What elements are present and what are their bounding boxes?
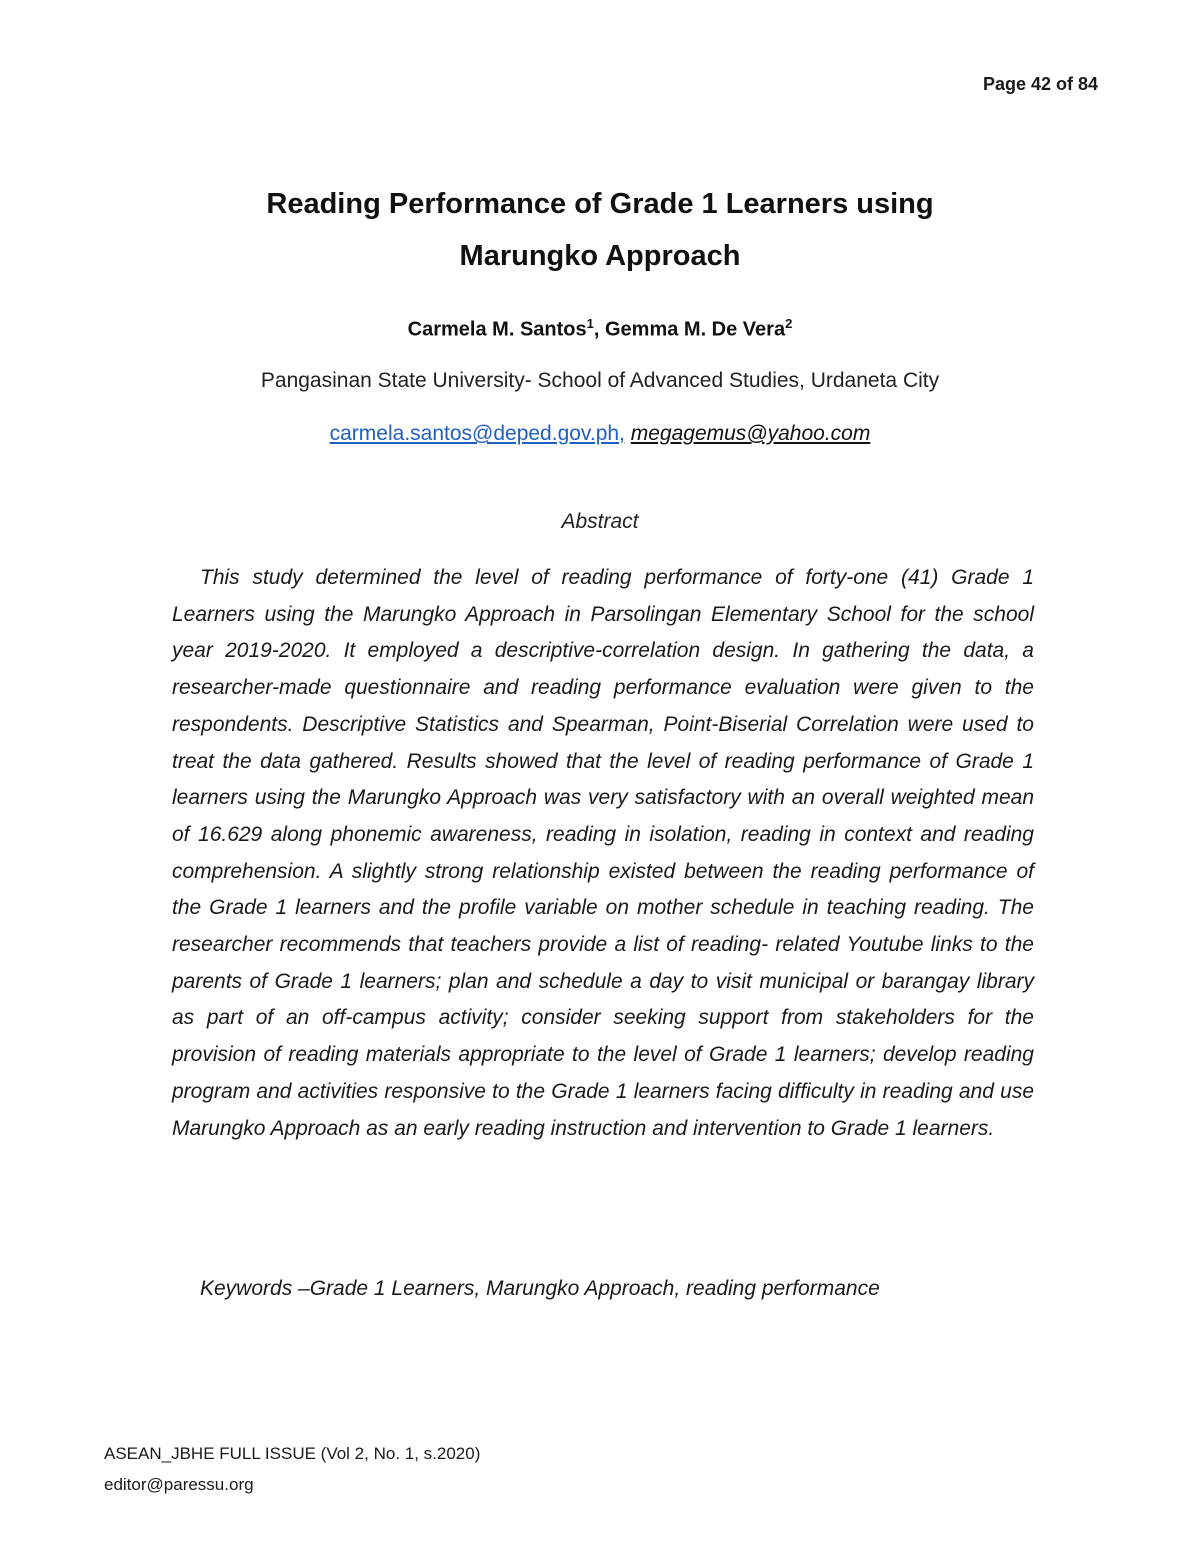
title-line-2: Marungko Approach — [459, 240, 741, 272]
footer-journal-info: ASEAN_JBHE FULL ISSUE (Vol 2, No. 1, s.2020) — [104, 1444, 481, 1463]
author-list — [0, 316, 1200, 342]
page-number: Page 42 of 84 — [982, 74, 1098, 94]
author-separator: , — [593, 318, 605, 341]
paper-title — [0, 178, 1200, 282]
abstract-heading: Abstract — [561, 510, 639, 533]
keywords: Keywords –Grade 1 Learners, Marungko Approach, reading performance — [200, 1277, 880, 1300]
author-name-2: Gemma M. De Vera — [604, 318, 786, 341]
author-affil-2: 2 — [785, 316, 793, 331]
email-line — [0, 422, 1200, 446]
footer-email: editor@paressu.org — [104, 1475, 254, 1494]
author-name-1: Carmela M. Santos — [407, 318, 587, 341]
title-line-1: Reading Performance of Grade 1 Learners using — [266, 188, 934, 220]
author-affil-1: 1 — [586, 316, 594, 331]
affiliation: Pangasinan State University- School of Advanced Studies, Urdaneta City — [260, 369, 940, 392]
abstract-body: This study determined the level of reading performance of forty-one (41) Grade 1 Learners using the Marungko Approach in Parsolingan Elementary School for the school year 2019-2020. It employed a descriptive-correlation design. In gathering the data, a researcher-made questionnaire and reading performance evaluation were given to the respondents. Descriptive Statistics and Spearman, Point-Biserial Correlation were used to treat the data gathered. Results showed that the level of reading performance of Grade 1 learners using the Marungko Approach was very satisfactory with an overall weighted mean of 16.629 along phonemic awareness, reading in isolation, reading in context and reading comprehension. A slightly strong relationship existed between the reading performance of the Grade 1 learners and the profile variable on mother schedule in teaching reading. The researcher recommends that teachers provide a list of reading- related Youtube links to the parents of Grade 1 learners; plan and schedule a day to visit municipal or barangay library as part of an off-campus activity; consider seeking support from stakeholders for the provision of reading materials appropriate to the level of Grade 1 learners; develop reading program and activities responsive to the Grade 1 learners facing difficulty in reading and use Marungko Approach as an early reading instruction and intervention to Grade 1 learners. — [172, 566, 1034, 1140]
email-link-2[interactable]: megagemus@yahoo.com — [630, 422, 871, 445]
email-link-1[interactable]: carmela.santos@deped.gov.ph, — [329, 422, 625, 445]
